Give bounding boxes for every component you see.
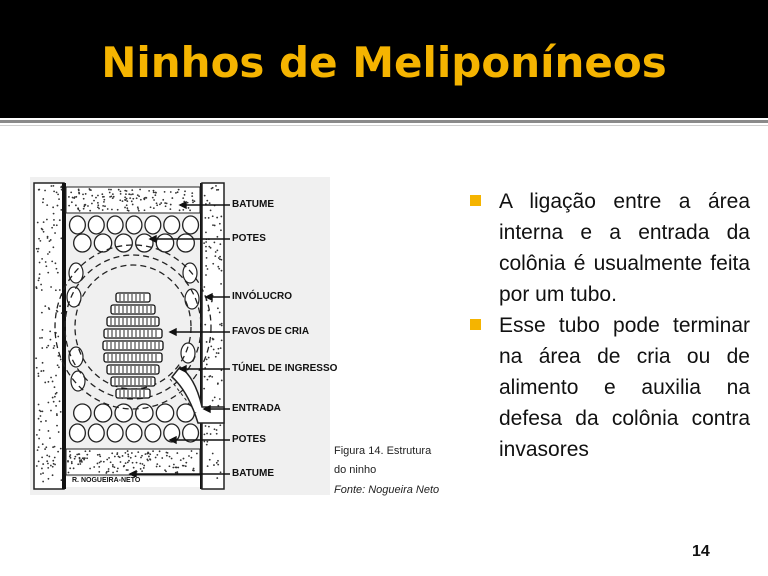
label-favos: FAVOS DE CRIA <box>232 326 310 337</box>
bullet-list <box>468 186 750 465</box>
label-batume-bottom: BATUME <box>232 468 275 479</box>
label-potes-bottom: POTES <box>232 434 266 445</box>
title-divider-thin <box>0 125 768 126</box>
square-bullet-icon <box>470 195 481 206</box>
page-number: 14 <box>692 543 710 560</box>
right-wall <box>202 183 224 489</box>
title-divider <box>0 120 768 123</box>
batume-top-region <box>66 187 200 213</box>
nest-diagram <box>30 177 338 495</box>
bullet-item <box>468 186 750 310</box>
artist-signature: R. NOGUEIRA-NETO <box>72 477 141 484</box>
title-bar <box>0 0 768 118</box>
slide-title: Ninhos de Meliponíneos <box>101 38 667 87</box>
label-batume-top: BATUME <box>232 199 275 210</box>
bullet-text: Esse tubo pode terminar na área de cria ou de alimento e auxilia na defesa da colônia contra invasores <box>499 314 750 461</box>
label-potes-top: POTES <box>232 233 266 244</box>
label-tunel: TÚNEL DE INGRESSO <box>232 363 338 374</box>
label-entrada: ENTRADA <box>232 403 281 414</box>
bullet-item <box>468 310 750 465</box>
figure-caption-line2: do ninho <box>334 464 377 476</box>
left-wall <box>34 183 64 489</box>
label-involucro: INVÓLUCRO <box>232 291 292 302</box>
square-bullet-icon <box>470 319 481 330</box>
figure-source: Fonte: Nogueira Neto <box>334 484 440 496</box>
bullet-text: A ligação entre a área interna e a entrada da colônia é usualmente feita por um tubo. <box>499 190 750 306</box>
figure-caption-line1: Figura 14. Estrutura <box>334 445 432 457</box>
